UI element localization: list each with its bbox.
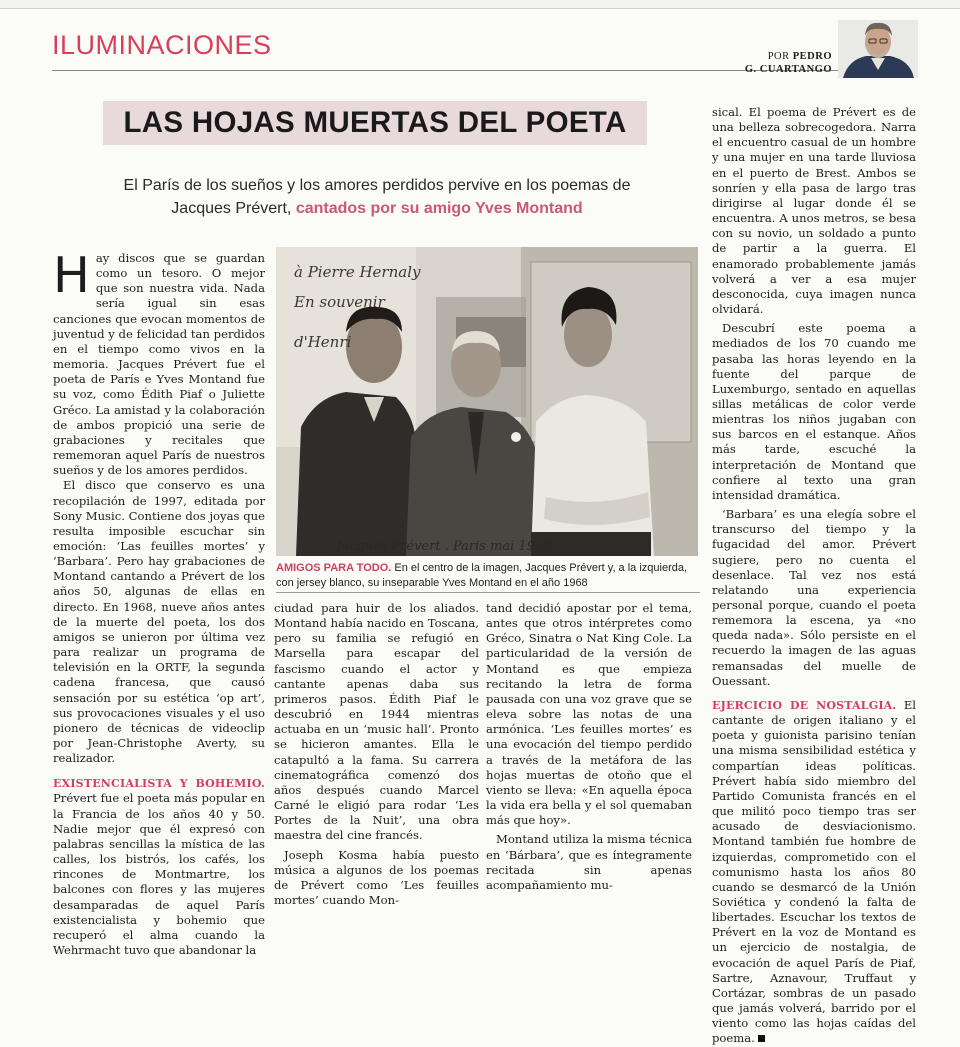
paragraph-text: ay discos que se guardan como un tesoro. O mejor que son nuestra vida. Nada sería igual sin esas canciones que evocan momentos de juventud y de felicidad tan perdidos en el tiempo como vivos en la memoria. Jacques Prévert fue el poeta de París e Yves Montand fue su voz, como Édith Piaf o Juliette Gréco. La amistad y la colaboración de ambos propició una serie de grabaciones y recitales que rememoran aquel París de nuestros sueños y de los amores perdidos. bbox=[53, 251, 265, 478]
article-column-3 bbox=[486, 601, 692, 893]
caption-label: AMIGOS PARA TODO. bbox=[276, 562, 392, 574]
article-column-2 bbox=[274, 601, 479, 908]
paragraph: ciudad para huir de los aliados. Montand había nacido en Toscana, pero su familia se refugió en Marsella para escapar del fascismo cuando el actor y cantante apenas daba sus primeros pasos. Édith Piaf le descubrió en 1944 mientras actuaba en un ‘music hall’. Pronto se hicieron amantes. Ella le catapultó a la fama. Su carrera cinematográfica comenzó dos años después cuando Marcel Carné le eligió para rodar ‘Les Portes de la Nuit’, una obra maestra del cine francés. bbox=[274, 601, 479, 843]
main-photo bbox=[276, 247, 698, 556]
caption-text: En el centro de la imagen, Jacques Prévert y, a la izquierda, con jersey blanco, su inseparable Yves Montand en el año 1968 bbox=[276, 562, 688, 589]
paragraph-text: El cantante de origen italiano y el poeta y guionista parisino tenían una misma sensibilidad estética y compartían ideas políticas. Prévert había sido miembro del Partido Comunista francés en el que militó poco tiempo tras ser acusado de desviacionismo. Montand también fue hombre de izquierdas, comprometido con el comunismo hasta los años 80 cuando se desmarcó de la Unión Soviética y condenó la falta de libertades. Escuchar los textos de Prévert en la voz de Montand es un ejercicio de nostalgia, de evocación de aquel París de Piaf, Sartre, Aznavour, Truffaut y Cortázar, sombras de un pasado que jamás volverá, barrido por el viento como las hojas caídas del poema. bbox=[712, 697, 916, 1046]
end-mark bbox=[758, 1035, 765, 1042]
byline-prefix: POR bbox=[767, 51, 790, 62]
section-title: ILUMINACIONES bbox=[52, 30, 272, 60]
paragraph: El disco que conservo es una recopilación de 1997, editada por Sony Music. Contiene dos joyas que resulta imposible escuchar sin emoción: ‘Las feuilles mortes’ y ‘Barbara’. Pero hay grabaciones de Montand cantando a Prévert de los años 50, algunas de ellas en directo. En 1968, nueve años antes de la muerte del poeta, los dos amigos se unieron por última vez para realizar un programa de televisión en la ORTF, la segunda cadena francesa, que causó sensación por su estética ‘op art’, sus provocaciones visuales y el uso pionero de técnicas de videoclip por Jean-Christophe Averty, su realizador. bbox=[53, 478, 265, 766]
dedication-line-3: d'Henri bbox=[294, 333, 352, 351]
headline: LAS HOJAS MUERTAS DEL POETA bbox=[123, 106, 627, 139]
deck-text: El París de los sueños y los amores perdidos pervive en los poemas de Jacques Prévert, bbox=[123, 177, 631, 217]
article-column-1 bbox=[53, 247, 265, 958]
paragraph bbox=[53, 776, 265, 958]
paragraph: tand decidió apostar por el tema, antes que otros intérpretes como Gréco, Sinatra o Nat King Cole. La particularidad de la versión de Montand es que empieza recitando la letra de forma pausada con una voz grave que se eleva sobre las notas de una armónica. ‘Les feuilles mortes’ es una evocación del tiempo perdido a través de la metáfora de las hojas muertas de otoño que el viento se lleva: «En aquella época la vida era bella y el sol quemaban más que hoy». bbox=[486, 601, 692, 828]
photo-caption bbox=[276, 561, 700, 590]
dedication-line-2: En souvenir bbox=[294, 293, 385, 311]
top-edge bbox=[0, 0, 960, 9]
byline bbox=[740, 50, 832, 76]
subhead-nostalgia: EJERCICIO DE NOSTALGIA. bbox=[712, 698, 897, 712]
drop-cap: H bbox=[53, 247, 90, 304]
photo-illustration bbox=[276, 247, 698, 556]
paragraph bbox=[712, 698, 916, 1047]
paragraph: sical. El poema de Prévert es de una belleza sobrecogedora. Narra el encuentro casual de un hombre y una mujer en una tarde lluviosa en el puerto de Brest. Ambos se sonríen y ella pasa de largo tras dirigirse al lugar donde él se encuentra. A unos metros, se besa con su novio, un soldado a punto de partir a la guerra. El enamorado probablemente jamás volverá a ver a esa mujer desconocida, cuya imagen nunca olvidará. bbox=[712, 105, 916, 317]
paragraph: Montand utiliza la misma técnica en ‘Bárbara’, que es íntegramente recitada sin apenas acompañamiento mu- bbox=[486, 832, 692, 892]
subheadline bbox=[94, 174, 660, 220]
author-portrait bbox=[838, 20, 918, 78]
paragraph bbox=[53, 247, 265, 478]
paragraph-text: Prévert fue el poeta más popular en la Francia de los años 40 y 50. Nadie mejor que él expresó con palabras sencillas la mística de las calles, los bistrós, los cafés, los rincones de Montmartre, los balcones con flores y las mujeres desamparadas de aquel París existencialista y bohemio que recuperó el alma cuando la Wehrmacht tuvo que abandonar la bbox=[53, 791, 265, 958]
author-last-name: G. CUARTANGO bbox=[744, 64, 832, 75]
headline-box bbox=[103, 101, 647, 145]
paragraph: Descubrí este poema a mediados de los 70 cuando me pasaba las horas leyendo en la fuente del parque de Luxemburgo, sentado en aquellas sillas metálicas de color verde mientras los niños jugaban con sus barcos en el estanque. Años más tarde, escuché la interpretación de Montand que confiere al texto una gran intensidad dramática. bbox=[712, 321, 916, 502]
author-first-name: PEDRO bbox=[792, 51, 832, 62]
paragraph: Joseph Kosma había puesto música a algunos de los poemas de Prévert como ‘Les feuilles mortes’ cuando Mon- bbox=[274, 847, 479, 907]
photo-signature: Jacques Prévert . Paris mai 1958 bbox=[336, 539, 552, 554]
caption-rule bbox=[276, 592, 700, 593]
subhead-existencialista: EXISTENCIALISTA Y BOHEMIO. bbox=[53, 777, 265, 791]
paragraph: ‘Barbara’ es una elegía sobre el transcurso del tiempo y la fugacidad del amor. Prévert sugiere, pero no cuenta el desenlace. Tal vez nos está relatando una experiencia personal porque, cuando el poeta rememora la escena, ya «no queda nada». Sólo persiste en el recuerdo la imagen de las aguas remansadas del muelle de Ouessant. bbox=[712, 507, 916, 688]
deck-accent: cantados por su amigo Yves Montand bbox=[295, 200, 583, 217]
dedication-line-1: à Pierre Hernaly bbox=[294, 263, 421, 281]
article-column-4 bbox=[712, 105, 916, 1047]
